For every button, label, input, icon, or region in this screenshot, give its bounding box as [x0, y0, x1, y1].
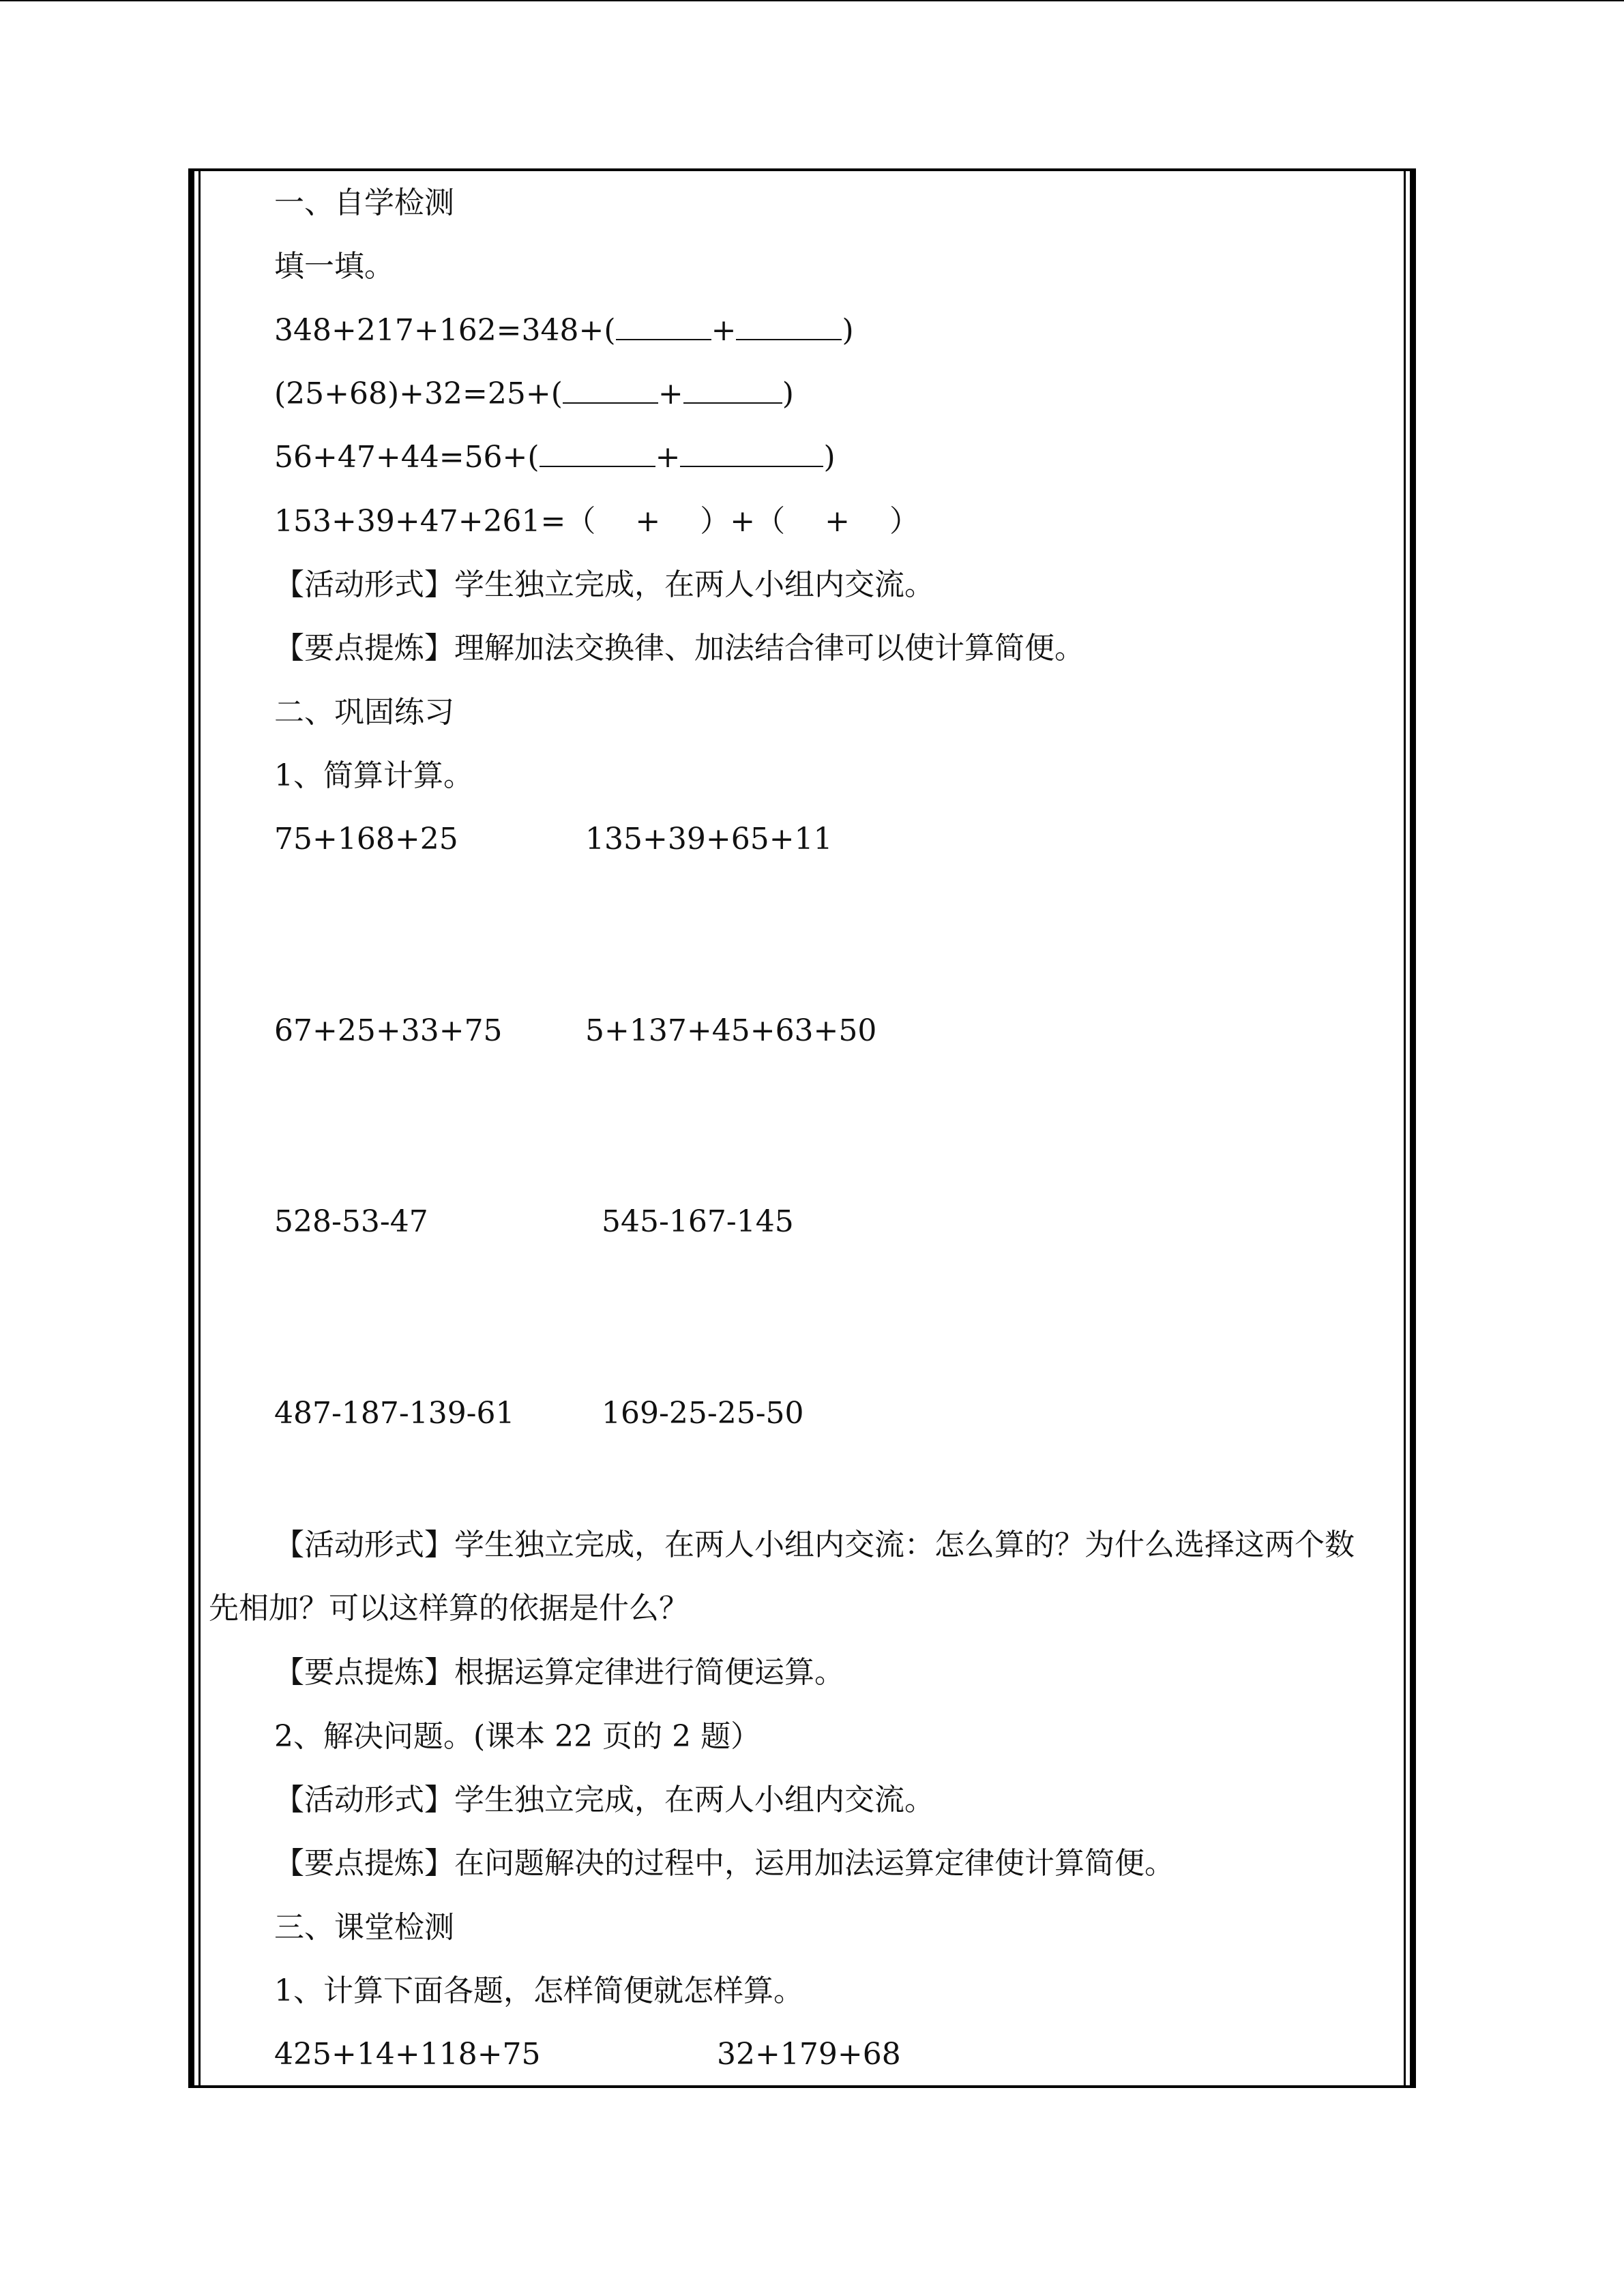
fill-row-3 [274, 438, 836, 477]
fill-row-3-plus: + [655, 440, 681, 475]
fill-row-4-plus-2: + [825, 504, 851, 539]
section-2-activity: 【活动形式】学生独立完成，在两人小组内交流：怎么算的？为什么选择这两个数先相加？可以这样算的依据是什么？ [209, 1527, 1355, 1626]
section-1-subtitle: 填一填。 [274, 249, 394, 284]
fill-row-1-suffix: ) [842, 313, 854, 348]
fill-blank[interactable] [680, 438, 823, 467]
fill-row-3-suffix: ) [823, 440, 836, 475]
exercise-row-4-left: 487-187-139-61 [274, 1396, 515, 1431]
fill-row-1-plus: + [711, 313, 737, 348]
section-3-exercise-right: 32+179+68 [717, 2037, 901, 2072]
exercise-row-3-left: 528-53-47 [274, 1204, 428, 1239]
fill-row-1 [274, 312, 854, 350]
exercise-row-2-left: 67+25+33+75 [274, 1013, 503, 1048]
section-1-activity: 【活动形式】学生独立完成，在两人小组内交流。 [274, 567, 934, 602]
page-top-rule [0, 0, 1624, 1]
section-1-key-point: 【要点提炼】理解加法交换律、加法结合律可以使计算简便。 [274, 631, 1084, 666]
exercise-row-2-right: 5+137+45+63+50 [585, 1013, 877, 1048]
section-3-exercise-left: 425+14+118+75 [274, 2037, 541, 2072]
section-2-question-2: 2、解决问题。(课本 22 页的 2 题） [274, 1719, 761, 1754]
fill-row-2-suffix: ) [782, 376, 794, 411]
section-2-title: 二、巩固练习 [274, 695, 454, 730]
fill-row-2-prefix: (25+68)+32=25+( [274, 376, 563, 411]
exercise-row-4-right: 169-25-25-50 [602, 1396, 804, 1431]
fill-row-2-plus: + [658, 376, 683, 411]
fill-row-4-mid: ）+（ [700, 504, 786, 539]
section-2-question-1: 1、简算计算。 [274, 758, 473, 793]
fill-blank[interactable] [616, 312, 711, 340]
section-3-question-1: 1、计算下面各题，怎样简便就怎样算。 [274, 1973, 803, 2008]
section-3-title: 三、课堂检测 [274, 1910, 454, 1945]
fill-blank[interactable] [540, 438, 655, 467]
fill-blank[interactable] [563, 375, 658, 404]
section-2-key-point: 【要点提炼】根据运算定律进行简便运算。 [274, 1655, 844, 1690]
exercise-row-3-right: 545-167-145 [602, 1204, 794, 1239]
fill-row-1-prefix: 348+217+162=348+( [274, 313, 616, 348]
section-2-question-2-activity: 【活动形式】学生独立完成，在两人小组内交流。 [274, 1783, 934, 1817]
fill-row-2 [274, 375, 794, 413]
fill-row-4-plus-1: + [635, 504, 661, 539]
fill-row-3-prefix: 56+47+44=56+( [274, 440, 540, 475]
fill-row-4-suffix: ） [889, 504, 920, 539]
exercise-row-1-left: 75+168+25 [274, 822, 458, 856]
section-1-title: 一、自学检测 [274, 185, 454, 220]
exercise-row-1-right: 135+39+65+11 [585, 822, 833, 856]
fill-blank[interactable] [683, 375, 782, 404]
section-2-question-2-key-point: 【要点提炼】在问题解决的过程中，运用加法运算定律使计算简便。 [274, 1846, 1175, 1881]
fill-row-4-prefix: 153+39+47+261=（ [274, 504, 596, 539]
fill-blank[interactable] [736, 312, 842, 340]
fill-row-4 [274, 503, 919, 541]
